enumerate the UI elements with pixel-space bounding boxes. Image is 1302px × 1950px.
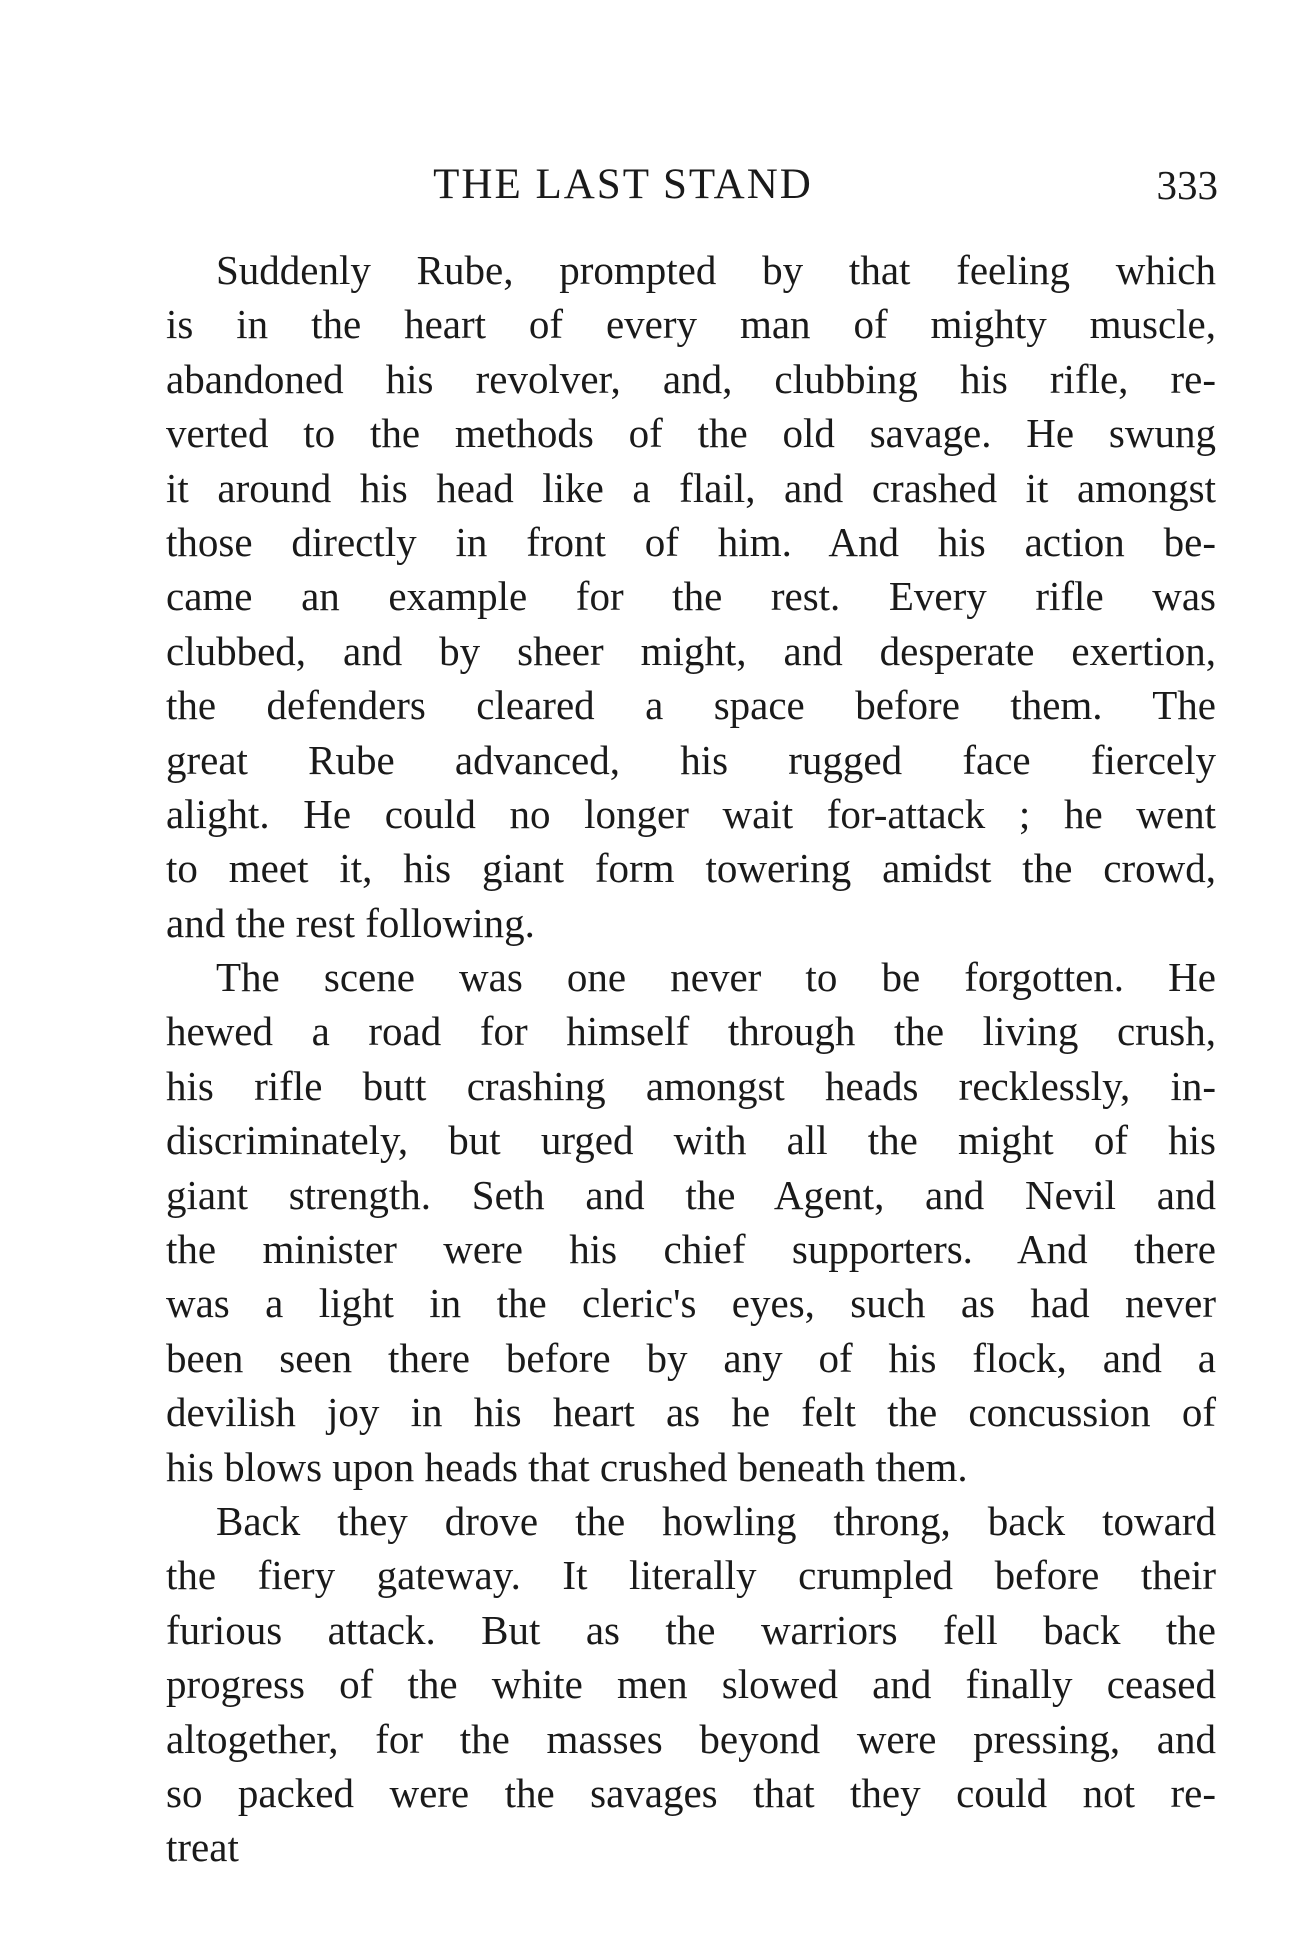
text-line: his blows upon heads that crushed beneath them.	[166, 1443, 968, 1490]
text-line: and the rest following.	[166, 899, 535, 946]
text-line: is in the heart of every man of mighty muscle,	[166, 301, 1216, 348]
paragraph-2	[166, 950, 1216, 1494]
running-title: THE LAST STAND	[433, 161, 813, 208]
text-line: been seen there before by any of his flock, and a	[166, 1334, 1216, 1381]
text-line: it around his head like a flail, and crashed it amongst	[166, 464, 1216, 511]
text-line: the minister were his chief supporters. And there	[166, 1226, 1216, 1273]
text-line: the fiery gateway. It literally crumpled before their	[166, 1552, 1216, 1599]
text-line: great Rube advanced, his rugged face fiercely	[166, 736, 1216, 783]
text-line: verted to the methods of the old savage. He swung	[166, 410, 1216, 457]
text-line: devilish joy in his heart as he felt the concussion of	[166, 1389, 1216, 1436]
text-line: discriminately, but urged with all the might of his	[166, 1117, 1216, 1164]
running-head	[168, 155, 1218, 215]
text-line: altogether, for the masses beyond were pressing, and	[166, 1715, 1216, 1762]
page-number: 333	[1156, 162, 1218, 208]
paragraph-3	[166, 1494, 1216, 1875]
text-line: clubbed, and by sheer might, and desperate exertion,	[166, 627, 1216, 674]
text-line: was a light in the cleric's eyes, such as had never	[166, 1280, 1216, 1327]
text-line: treat	[166, 1824, 239, 1871]
text-line: giant strength. Seth and the Agent, and Nevil and	[166, 1171, 1216, 1218]
text-line: those directly in front of him. And his action be-	[166, 518, 1216, 565]
text-line: his rifle butt crashing amongst heads recklessly, in-	[166, 1062, 1216, 1109]
text-line: Back they drove the howling throng, back toward	[216, 1497, 1216, 1544]
text-line: progress of the white men slowed and finally ceased	[166, 1661, 1216, 1708]
text-line: abandoned his revolver, and, clubbing his rifle, re-	[166, 355, 1216, 402]
text-line: furious attack. But as the warriors fell back the	[166, 1606, 1216, 1653]
text-line: Suddenly Rube, prompted by that feeling which	[216, 247, 1216, 293]
text-line: to meet it, his giant form towering amidst the crowd,	[166, 845, 1216, 892]
text-line: came an example for the rest. Every rifle was	[166, 573, 1216, 620]
text-line: hewed a road for himself through the living crush,	[166, 1008, 1216, 1055]
text-line: alight. He could no longer wait for-attack ; he went	[166, 790, 1216, 837]
text-line: so packed were the savages that they could not re-	[166, 1769, 1216, 1816]
text-line: The scene was one never to be forgotten. He	[216, 954, 1216, 1001]
text-line: the defenders cleared a space before them. The	[166, 682, 1216, 729]
paragraph-1	[166, 243, 1216, 950]
body-text	[166, 243, 1216, 1875]
